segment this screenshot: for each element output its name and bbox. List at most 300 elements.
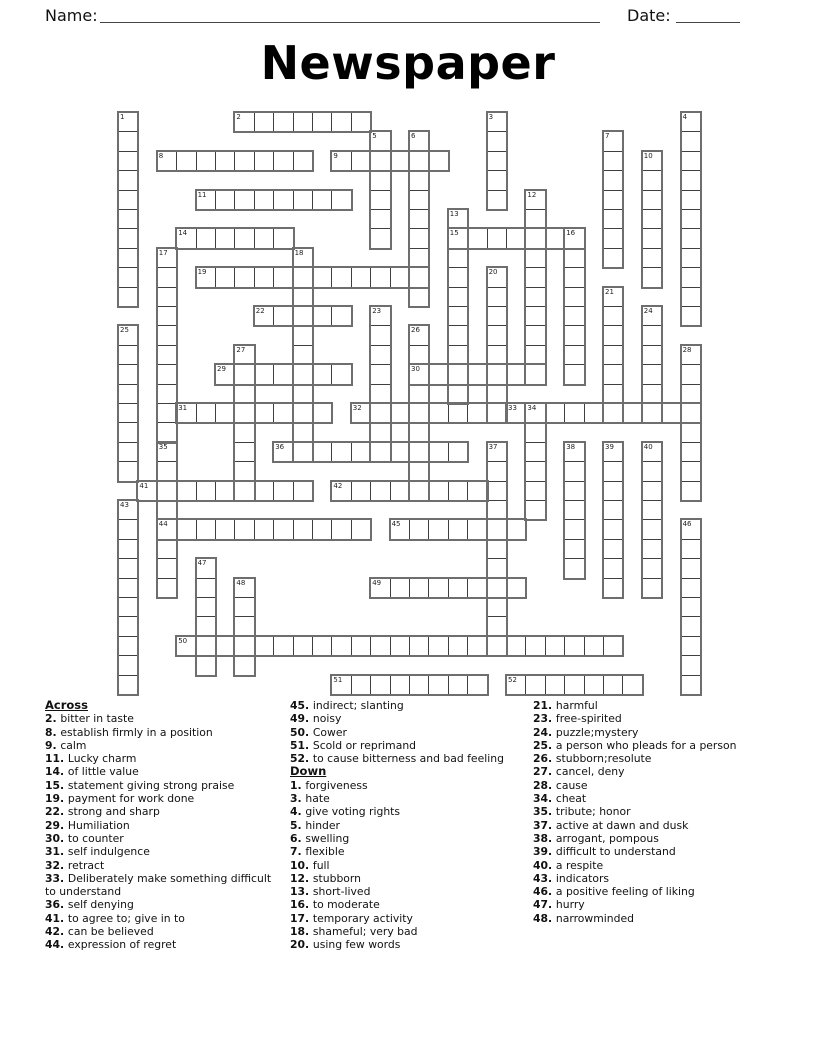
grid-cell[interactable] <box>293 442 313 462</box>
grid-cell[interactable] <box>234 636 254 656</box>
grid-cell[interactable] <box>487 403 507 423</box>
grid-cell[interactable] <box>603 151 623 171</box>
grid-cell[interactable] <box>273 306 293 326</box>
grid-cell[interactable] <box>157 422 177 442</box>
grid-cell[interactable] <box>487 228 507 248</box>
grid-cell[interactable] <box>331 519 351 539</box>
grid-cell[interactable] <box>584 636 604 656</box>
grid-cell[interactable] <box>622 675 642 695</box>
grid-cell[interactable] <box>487 558 507 578</box>
grid-cell[interactable] <box>273 112 293 132</box>
grid-cell[interactable] <box>390 403 410 423</box>
grid-cell[interactable] <box>564 345 584 365</box>
grid-cell[interactable] <box>157 558 177 578</box>
grid-cell[interactable] <box>603 190 623 210</box>
grid-cell[interactable] <box>196 597 216 617</box>
grid-cell[interactable] <box>370 151 390 171</box>
grid-cell[interactable] <box>428 364 448 384</box>
grid-cell[interactable] <box>525 267 545 287</box>
grid-cell[interactable] <box>293 481 313 501</box>
grid-cell[interactable] <box>448 403 468 423</box>
grid-cell[interactable] <box>118 519 138 539</box>
grid-cell[interactable] <box>118 209 138 229</box>
grid-cell[interactable] <box>293 325 313 345</box>
grid-cell[interactable] <box>487 131 507 151</box>
grid-cell[interactable] <box>545 636 565 656</box>
grid-cell[interactable] <box>428 519 448 539</box>
grid-cell[interactable] <box>293 519 313 539</box>
grid-cell[interactable] <box>409 267 429 287</box>
grid-cell[interactable] <box>157 500 177 520</box>
grid-cell[interactable] <box>390 151 410 171</box>
grid-cell[interactable] <box>681 616 701 636</box>
grid-cell[interactable] <box>331 267 351 287</box>
grid-cell[interactable] <box>234 151 254 171</box>
grid-cell[interactable] <box>681 539 701 559</box>
grid-cell[interactable] <box>370 384 390 404</box>
grid-cell[interactable] <box>331 636 351 656</box>
grid-cell[interactable] <box>370 481 390 501</box>
grid-cell[interactable] <box>642 500 662 520</box>
grid-cell[interactable] <box>642 325 662 345</box>
grid-cell[interactable] <box>312 267 332 287</box>
grid-cell[interactable] <box>487 287 507 307</box>
grid-cell[interactable] <box>118 287 138 307</box>
grid-cell[interactable] <box>409 442 429 462</box>
grid-cell[interactable] <box>157 364 177 384</box>
grid-cell[interactable] <box>215 403 235 423</box>
grid-cell[interactable] <box>467 675 487 695</box>
grid-cell[interactable] <box>370 442 390 462</box>
grid-cell[interactable] <box>254 151 274 171</box>
grid-cell[interactable] <box>215 519 235 539</box>
grid-cell[interactable] <box>312 190 332 210</box>
grid-cell[interactable] <box>293 422 313 442</box>
grid-cell[interactable] <box>603 364 623 384</box>
grid-cell[interactable] <box>234 442 254 462</box>
grid-cell[interactable] <box>525 500 545 520</box>
grid-cell[interactable] <box>681 170 701 190</box>
grid-cell[interactable] <box>448 267 468 287</box>
grid-cell[interactable] <box>603 170 623 190</box>
grid-cell[interactable] <box>351 442 371 462</box>
grid-cell[interactable] <box>118 422 138 442</box>
grid-cell[interactable] <box>642 578 662 598</box>
grid-cell[interactable] <box>409 403 429 423</box>
grid-cell[interactable] <box>351 519 371 539</box>
grid-cell[interactable] <box>564 364 584 384</box>
grid-cell[interactable] <box>603 578 623 598</box>
grid-cell[interactable] <box>525 209 545 229</box>
grid-cell[interactable] <box>681 306 701 326</box>
grid-cell[interactable] <box>118 461 138 481</box>
grid-cell[interactable] <box>118 151 138 171</box>
grid-cell[interactable] <box>564 287 584 307</box>
grid-cell[interactable] <box>273 151 293 171</box>
grid-cell[interactable] <box>642 228 662 248</box>
grid-cell[interactable] <box>681 209 701 229</box>
grid-cell[interactable] <box>642 481 662 501</box>
grid-cell[interactable] <box>506 636 526 656</box>
grid-cell[interactable] <box>234 461 254 481</box>
grid-cell[interactable] <box>525 481 545 501</box>
grid-cell[interactable] <box>215 636 235 656</box>
grid-cell[interactable] <box>118 655 138 675</box>
grid-cell[interactable] <box>506 228 526 248</box>
grid-cell[interactable] <box>390 578 410 598</box>
grid-cell[interactable] <box>603 539 623 559</box>
grid-cell[interactable] <box>370 422 390 442</box>
grid-cell[interactable] <box>118 597 138 617</box>
grid-cell[interactable] <box>681 403 701 423</box>
grid-cell[interactable] <box>681 636 701 656</box>
grid-cell[interactable] <box>409 636 429 656</box>
grid-cell[interactable] <box>157 345 177 365</box>
grid-cell[interactable] <box>390 267 410 287</box>
grid-cell[interactable] <box>564 403 584 423</box>
grid-cell[interactable] <box>234 267 254 287</box>
grid-cell[interactable] <box>681 287 701 307</box>
grid-cell[interactable] <box>448 636 468 656</box>
grid-cell[interactable] <box>467 364 487 384</box>
grid-cell[interactable] <box>487 636 507 656</box>
grid-cell[interactable] <box>234 655 254 675</box>
grid-cell[interactable] <box>681 597 701 617</box>
grid-cell[interactable] <box>196 655 216 675</box>
grid-cell[interactable] <box>293 190 313 210</box>
grid-cell[interactable] <box>681 442 701 462</box>
grid-cell[interactable] <box>467 228 487 248</box>
grid-cell[interactable] <box>681 578 701 598</box>
grid-cell[interactable] <box>196 578 216 598</box>
grid-cell[interactable] <box>312 442 332 462</box>
grid-cell[interactable] <box>118 539 138 559</box>
grid-cell[interactable] <box>545 228 565 248</box>
grid-cell[interactable] <box>254 519 274 539</box>
grid-cell[interactable] <box>157 578 177 598</box>
grid-cell[interactable] <box>409 578 429 598</box>
date-input-line[interactable] <box>676 4 740 23</box>
grid-cell[interactable] <box>215 267 235 287</box>
grid-cell[interactable] <box>603 345 623 365</box>
grid-cell[interactable] <box>409 287 429 307</box>
grid-cell[interactable] <box>234 190 254 210</box>
grid-cell[interactable] <box>409 675 429 695</box>
grid-cell[interactable] <box>545 403 565 423</box>
grid-cell[interactable] <box>448 481 468 501</box>
grid-cell[interactable] <box>196 151 216 171</box>
grid-cell[interactable] <box>390 636 410 656</box>
grid-cell[interactable] <box>661 403 681 423</box>
grid-cell[interactable] <box>487 461 507 481</box>
grid-cell[interactable] <box>118 267 138 287</box>
grid-cell[interactable] <box>312 306 332 326</box>
grid-cell[interactable] <box>176 481 196 501</box>
grid-cell[interactable] <box>642 461 662 481</box>
grid-cell[interactable] <box>157 539 177 559</box>
grid-cell[interactable] <box>409 461 429 481</box>
grid-cell[interactable] <box>215 481 235 501</box>
grid-cell[interactable] <box>118 228 138 248</box>
name-input-line[interactable] <box>100 4 600 23</box>
grid-cell[interactable] <box>506 364 526 384</box>
grid-cell[interactable] <box>448 519 468 539</box>
grid-cell[interactable] <box>487 481 507 501</box>
grid-cell[interactable] <box>448 248 468 268</box>
grid-cell[interactable] <box>118 248 138 268</box>
grid-cell[interactable] <box>642 539 662 559</box>
grid-cell[interactable] <box>157 306 177 326</box>
grid-cell[interactable] <box>409 190 429 210</box>
grid-cell[interactable] <box>603 675 623 695</box>
grid-cell[interactable] <box>487 500 507 520</box>
grid-cell[interactable] <box>118 675 138 695</box>
grid-cell[interactable] <box>254 636 274 656</box>
grid-cell[interactable] <box>351 675 371 695</box>
grid-cell[interactable] <box>525 636 545 656</box>
grid-cell[interactable] <box>351 112 371 132</box>
grid-cell[interactable] <box>370 364 390 384</box>
grid-cell[interactable] <box>584 403 604 423</box>
grid-cell[interactable] <box>428 481 448 501</box>
grid-cell[interactable] <box>564 481 584 501</box>
grid-cell[interactable] <box>584 675 604 695</box>
grid-cell[interactable] <box>681 364 701 384</box>
grid-cell[interactable] <box>157 461 177 481</box>
grid-cell[interactable] <box>564 461 584 481</box>
grid-cell[interactable] <box>506 578 526 598</box>
grid-cell[interactable] <box>603 461 623 481</box>
grid-cell[interactable] <box>196 616 216 636</box>
grid-cell[interactable] <box>603 325 623 345</box>
grid-cell[interactable] <box>681 461 701 481</box>
grid-cell[interactable] <box>390 481 410 501</box>
grid-cell[interactable] <box>118 170 138 190</box>
grid-cell[interactable] <box>215 228 235 248</box>
grid-cell[interactable] <box>273 267 293 287</box>
grid-cell[interactable] <box>428 442 448 462</box>
grid-cell[interactable] <box>196 481 216 501</box>
grid-cell[interactable] <box>428 151 448 171</box>
grid-cell[interactable] <box>487 616 507 636</box>
grid-cell[interactable] <box>525 461 545 481</box>
grid-cell[interactable] <box>293 403 313 423</box>
grid-cell[interactable] <box>622 403 642 423</box>
grid-cell[interactable] <box>642 364 662 384</box>
grid-cell[interactable] <box>234 616 254 636</box>
grid-cell[interactable] <box>564 675 584 695</box>
grid-cell[interactable] <box>603 384 623 404</box>
grid-cell[interactable] <box>351 636 371 656</box>
grid-cell[interactable] <box>681 675 701 695</box>
grid-cell[interactable] <box>487 364 507 384</box>
grid-cell[interactable] <box>196 228 216 248</box>
grid-cell[interactable] <box>351 151 371 171</box>
grid-cell[interactable] <box>506 519 526 539</box>
grid-cell[interactable] <box>196 519 216 539</box>
grid-cell[interactable] <box>157 325 177 345</box>
grid-cell[interactable] <box>118 403 138 423</box>
grid-cell[interactable] <box>273 364 293 384</box>
grid-cell[interactable] <box>603 306 623 326</box>
grid-cell[interactable] <box>564 500 584 520</box>
grid-cell[interactable] <box>293 384 313 404</box>
grid-cell[interactable] <box>118 636 138 656</box>
grid-cell[interactable] <box>273 519 293 539</box>
grid-cell[interactable] <box>487 170 507 190</box>
grid-cell[interactable] <box>254 403 274 423</box>
grid-cell[interactable] <box>370 267 390 287</box>
grid-cell[interactable] <box>273 190 293 210</box>
grid-cell[interactable] <box>525 422 545 442</box>
grid-cell[interactable] <box>234 364 254 384</box>
grid-cell[interactable] <box>409 209 429 229</box>
grid-cell[interactable] <box>331 442 351 462</box>
grid-cell[interactable] <box>196 403 216 423</box>
grid-cell[interactable] <box>215 190 235 210</box>
grid-cell[interactable] <box>603 228 623 248</box>
grid-cell[interactable] <box>564 248 584 268</box>
grid-cell[interactable] <box>312 636 332 656</box>
grid-cell[interactable] <box>370 209 390 229</box>
grid-cell[interactable] <box>370 228 390 248</box>
grid-cell[interactable] <box>118 190 138 210</box>
grid-cell[interactable] <box>370 325 390 345</box>
grid-cell[interactable] <box>681 422 701 442</box>
grid-cell[interactable] <box>487 325 507 345</box>
grid-cell[interactable] <box>118 131 138 151</box>
grid-cell[interactable] <box>234 228 254 248</box>
grid-cell[interactable] <box>273 636 293 656</box>
grid-cell[interactable] <box>215 151 235 171</box>
grid-cell[interactable] <box>331 190 351 210</box>
grid-cell[interactable] <box>467 519 487 539</box>
grid-cell[interactable] <box>564 636 584 656</box>
grid-cell[interactable] <box>681 384 701 404</box>
grid-cell[interactable] <box>428 403 448 423</box>
grid-cell[interactable] <box>603 558 623 578</box>
grid-cell[interactable] <box>525 675 545 695</box>
grid-cell[interactable] <box>370 190 390 210</box>
grid-cell[interactable] <box>564 325 584 345</box>
grid-cell[interactable] <box>564 306 584 326</box>
grid-cell[interactable] <box>681 558 701 578</box>
grid-cell[interactable] <box>234 519 254 539</box>
grid-cell[interactable] <box>681 481 701 501</box>
grid-cell[interactable] <box>254 112 274 132</box>
grid-cell[interactable] <box>351 267 371 287</box>
grid-cell[interactable] <box>467 578 487 598</box>
grid-cell[interactable] <box>273 228 293 248</box>
grid-cell[interactable] <box>293 267 313 287</box>
grid-cell[interactable] <box>293 364 313 384</box>
grid-cell[interactable] <box>254 364 274 384</box>
grid-cell[interactable] <box>409 384 429 404</box>
grid-cell[interactable] <box>118 442 138 462</box>
grid-cell[interactable] <box>487 539 507 559</box>
grid-cell[interactable] <box>642 345 662 365</box>
grid-cell[interactable] <box>254 190 274 210</box>
grid-cell[interactable] <box>681 131 701 151</box>
grid-cell[interactable] <box>409 345 429 365</box>
grid-cell[interactable] <box>157 481 177 501</box>
grid-cell[interactable] <box>525 287 545 307</box>
grid-cell[interactable] <box>176 519 196 539</box>
grid-cell[interactable] <box>293 112 313 132</box>
grid-cell[interactable] <box>448 364 468 384</box>
grid-cell[interactable] <box>525 306 545 326</box>
grid-cell[interactable] <box>467 636 487 656</box>
grid-cell[interactable] <box>642 403 662 423</box>
grid-cell[interactable] <box>409 170 429 190</box>
grid-cell[interactable] <box>642 248 662 268</box>
grid-cell[interactable] <box>234 481 254 501</box>
grid-cell[interactable] <box>312 519 332 539</box>
grid-cell[interactable] <box>487 519 507 539</box>
grid-cell[interactable] <box>564 519 584 539</box>
grid-cell[interactable] <box>681 228 701 248</box>
grid-cell[interactable] <box>176 151 196 171</box>
grid-cell[interactable] <box>409 151 429 171</box>
grid-cell[interactable] <box>448 578 468 598</box>
grid-cell[interactable] <box>254 267 274 287</box>
grid-cell[interactable] <box>293 345 313 365</box>
grid-cell[interactable] <box>681 151 701 171</box>
grid-cell[interactable] <box>293 287 313 307</box>
grid-cell[interactable] <box>157 384 177 404</box>
grid-cell[interactable] <box>642 558 662 578</box>
grid-cell[interactable] <box>448 306 468 326</box>
grid-cell[interactable] <box>428 578 448 598</box>
grid-cell[interactable] <box>234 422 254 442</box>
grid-cell[interactable] <box>525 442 545 462</box>
grid-cell[interactable] <box>234 597 254 617</box>
grid-cell[interactable] <box>487 597 507 617</box>
grid-cell[interactable] <box>467 403 487 423</box>
grid-cell[interactable] <box>681 655 701 675</box>
grid-cell[interactable] <box>157 403 177 423</box>
grid-cell[interactable] <box>487 578 507 598</box>
grid-cell[interactable] <box>118 616 138 636</box>
grid-cell[interactable] <box>642 170 662 190</box>
grid-cell[interactable] <box>642 267 662 287</box>
grid-cell[interactable] <box>273 403 293 423</box>
grid-cell[interactable] <box>331 112 351 132</box>
grid-cell[interactable] <box>467 481 487 501</box>
grid-cell[interactable] <box>525 228 545 248</box>
grid-cell[interactable] <box>234 403 254 423</box>
grid-cell[interactable] <box>487 190 507 210</box>
grid-cell[interactable] <box>370 345 390 365</box>
grid-cell[interactable] <box>603 248 623 268</box>
grid-cell[interactable] <box>603 481 623 501</box>
grid-cell[interactable] <box>312 364 332 384</box>
grid-cell[interactable] <box>525 325 545 345</box>
grid-cell[interactable] <box>681 248 701 268</box>
grid-cell[interactable] <box>312 112 332 132</box>
grid-cell[interactable] <box>312 403 332 423</box>
grid-cell[interactable] <box>409 228 429 248</box>
grid-cell[interactable] <box>448 325 468 345</box>
grid-cell[interactable] <box>428 636 448 656</box>
grid-cell[interactable] <box>428 675 448 695</box>
grid-cell[interactable] <box>564 539 584 559</box>
grid-cell[interactable] <box>351 481 371 501</box>
grid-cell[interactable] <box>370 170 390 190</box>
grid-cell[interactable] <box>448 675 468 695</box>
grid-cell[interactable] <box>564 267 584 287</box>
grid-cell[interactable] <box>157 287 177 307</box>
